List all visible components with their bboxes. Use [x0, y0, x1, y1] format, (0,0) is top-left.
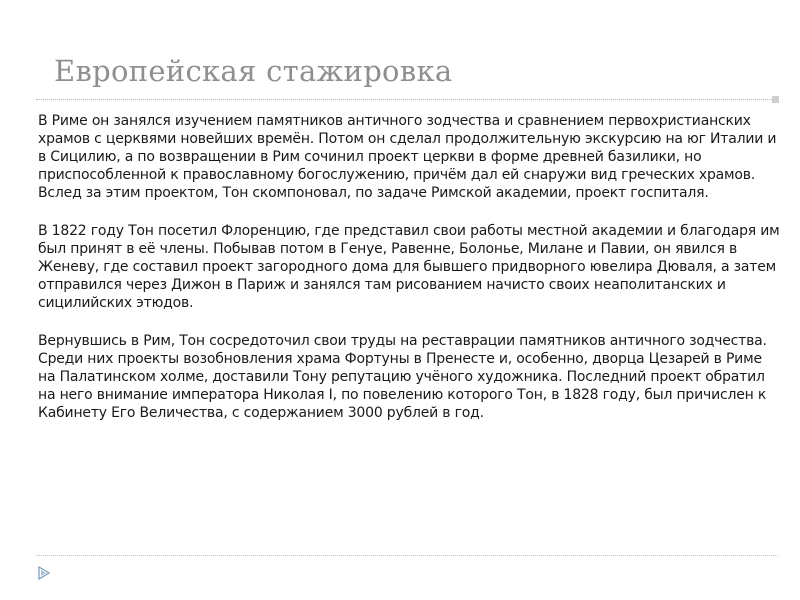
title-divider [36, 99, 778, 100]
triangle-arrow-icon [38, 566, 50, 580]
paragraph-travels-1822: В 1822 году Тон посетил Флоренцию, где представил свои работы местной академии и благодаря им был принят в её члены. Побывав потом в Генуе, Равенне, Болонье, Милане и Павии, он явился в Женеву, где составил проект загородного дома для бывшего придворного ювелира Дюваля, а затем отправился через Дижон в Париж и занялся там рисованием начисто своих неаполитанских и сицилийских этюдов. [38, 223, 780, 311]
slide-title: Европейская стажировка [54, 54, 453, 88]
footer-divider [36, 555, 778, 556]
slide-body [38, 112, 780, 442]
paragraph-rome-studies: В Риме он занялся изучением памятников античного зодчества и сравнением первохристианских храмов с церквями новейших времён. Потом он сделал продолжительную экскурсию на юг Италии и в Сицилию, а по возвращении в Рим сочинил проект церкви в форме древней базилики, но приспособленной к православному богослужению, причём дал ей снаружи вид греческих храмов. Вслед за этим проектом, Тон скомпоновал, по задаче Римской академии, проект госпиталя. [38, 113, 777, 201]
square-marker-icon [772, 96, 779, 103]
paragraph-restoration: Вернувшись в Рим, Тон сосредоточил свои труды на реставрации памятников античного зодчества. Среди них проекты возобновления храма Фортуны в Пренесте и, особенно, дворца Цезарей в Риме на Палатинском холме, доставили Тону репутацию учёного художника. Последний проект обратил на него внимание императора Николая I, по повелению которого Тон, в 1828 году, был причислен к Кабинету Его Величества, с содержанием 3000 рублей в год. [38, 333, 767, 421]
